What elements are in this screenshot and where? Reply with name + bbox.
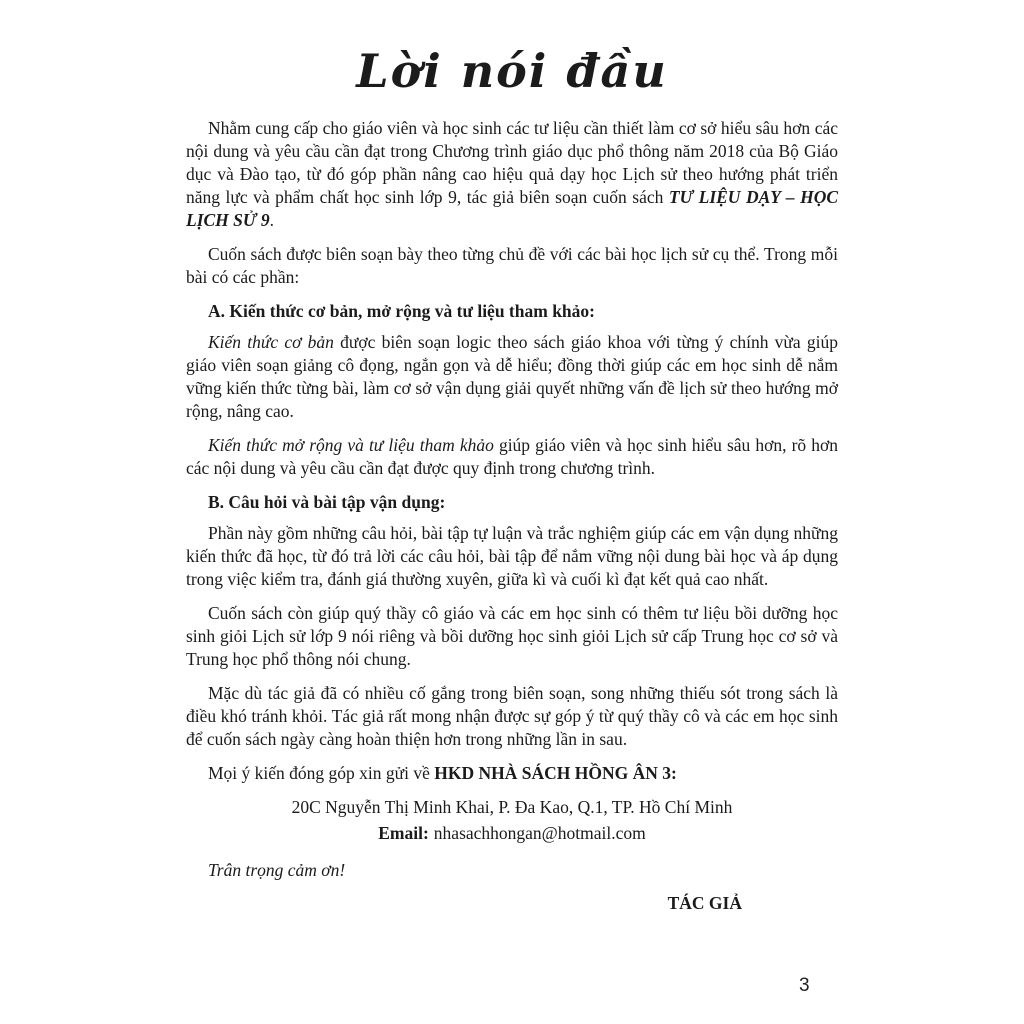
paragraph-section-b: Phần này gồm những câu hỏi, bài tập tự luận và trắc nghiệm giúp các em vận dụng những kiến thức đã học, từ đó trả lời các câu hỏi, bài tập để nắm vững nội dung bài học và áp dụng trong việc kiểm tra, đánh giá thường xuyên, giữa kì và cuối kì đạt kết quả cao nhất. — [186, 523, 838, 590]
intro-text: Nhằm cung cấp cho giáo viên và học sinh các tư liệu cần thiết làm cơ sở hiểu sâu hơn các nội dung và yêu cầu cần đạt trong Chương trình giáo dục phổ thông năm 2018 của Bộ Giáo dục và Đào tạo, từ đó góp phần nâng cao hiệu quả dạy học Lịch sử theo hướng phát triển năng lực và phẩm chất học sinh lớp 9, tác giả biên soạn cuốn sách — [186, 118, 838, 208]
paragraph-benefit: Cuốn sách còn giúp quý thầy cô giáo và các em học sinh có thêm tư liệu bồi dưỡng học sinh giỏi Lịch sử lớp 9 nói riêng và bồi dưỡng học sinh giỏi Lịch sử cấp Trung học cơ sở và Trung học phổ thông nói chung. — [186, 603, 838, 670]
paragraph-structure: Cuốn sách được biên soạn bày theo từng chủ đề với các bài học lịch sử cụ thể. Trong mỗi bài có các phần: — [186, 244, 838, 288]
section-heading-a: A. Kiến thức cơ bản, mở rộng và tư liệu tham khảo: — [208, 301, 595, 322]
contact-text: Mọi ý kiến đóng góp xin gửi về — [208, 763, 435, 784]
publisher-name: HKD NHÀ SÁCH HỒNG ÂN 3: — [434, 763, 677, 784]
author-signature: TÁC GIẢ — [667, 893, 742, 914]
paragraph-section-a-2 — [186, 434, 838, 480]
email-address: nhasachhongan@hotmail.com — [433, 823, 646, 844]
preface-title: Lời nói đầu — [356, 44, 668, 98]
thanks-line: Trân trọng cảm ơn! — [208, 860, 346, 881]
publisher-email-line — [186, 822, 838, 845]
section-a2-rest: giúp giáo viên và học sinh hiểu sâu hơn, rõ hơn các nội dung và yêu cầu cần đạt được quy định trong chương trình. — [186, 435, 839, 479]
section-heading-b: B. Câu hỏi và bài tập vận dụng: — [208, 492, 446, 513]
section-a-lead: Kiến thức cơ bản — [208, 332, 334, 353]
section-a2-lead: Kiến thức mở rộng và tư liệu tham khảo — [208, 435, 494, 456]
paragraph-contact — [186, 762, 838, 785]
section-a-rest: được biên soạn logic theo sách giáo khoa với từng ý chính vừa giúp giáo viên soạn giảng cô đọng, ngắn gọn và dễ hiểu; đồng thời giúp các em học sinh dễ nắm vững kiến thức từng bài, làm cơ sở vận dụng giải quyết những vấn đề lịch sử theo hướng mở rộng, nâng cao. — [186, 332, 838, 422]
paragraph-apology: Mặc dù tác giả đã có nhiều cố gắng trong biên soạn, song những thiếu sót trong sách là điều khó tránh khỏi. Tác giả rất mong nhận được sự góp ý từ quý thầy cô và các em học sinh để cuốn sách ngày càng hoàn thiện hơn trong những lần in sau. — [186, 683, 838, 750]
intro-text-end: . — [269, 210, 274, 231]
page-number: 3 — [799, 975, 810, 996]
publisher-address: 20C Nguyễn Thị Minh Khai, P. Đa Kao, Q.1, TP. Hồ Chí Minh — [291, 797, 733, 818]
book-title-text: TƯ LIỆU DẠY – HỌC LỊCH SỬ 9 — [186, 187, 839, 231]
paragraph-section-a-1 — [186, 331, 838, 423]
paragraph-intro — [186, 117, 838, 232]
page-content — [186, 40, 838, 915]
email-label: Email: — [378, 823, 429, 844]
